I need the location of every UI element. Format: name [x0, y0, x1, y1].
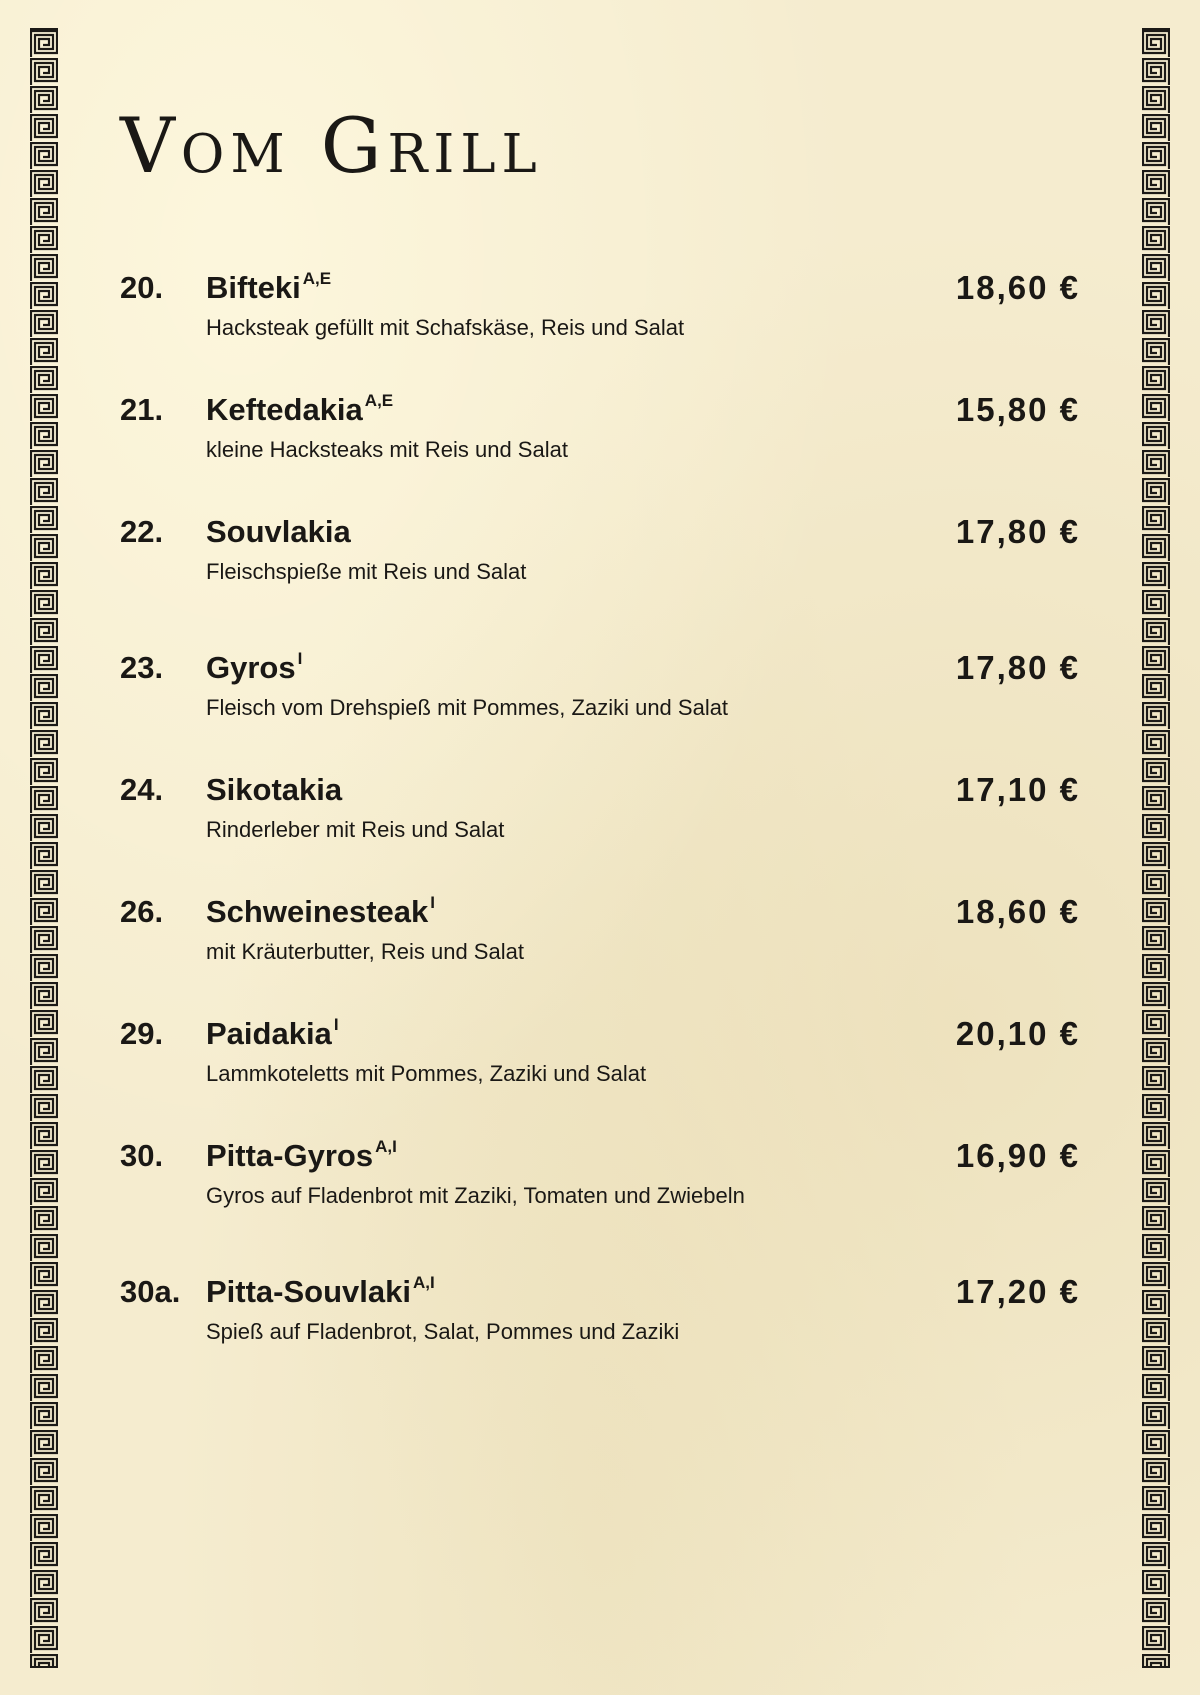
item-price: 20,10 €: [955, 1015, 1080, 1052]
item-name-wrap: [206, 892, 435, 937]
item-description: mit Kräuterbutter, Reis und Salat: [206, 939, 524, 964]
item-price: 17,80 €: [955, 513, 1080, 550]
item-description: Spieß auf Fladenbrot, Salat, Pommes und Zaziki: [206, 1319, 680, 1344]
item-name: Pitta-Gyros: [206, 1138, 374, 1173]
item-price: 18,60 €: [955, 269, 1080, 306]
item-price: 16,90 €: [955, 1137, 1080, 1174]
item-price: 15,80 €: [955, 391, 1080, 428]
item-name-wrap: [206, 1014, 339, 1059]
item-name: Sikotakia: [206, 772, 343, 807]
menu-item: [0, 648, 1200, 748]
item-number: 24.: [120, 772, 164, 807]
item-name-wrap: [206, 648, 302, 693]
menu-item: [0, 1136, 1200, 1236]
menu-item: [0, 512, 1200, 612]
item-number: 26.: [120, 894, 164, 929]
item-description: Lammkoteletts mit Pommes, Zaziki und Salat: [206, 1061, 647, 1086]
item-name: Keftedakia: [206, 392, 363, 427]
item-name: Pitta-Souvlaki: [206, 1274, 411, 1309]
item-allergens: I: [297, 649, 303, 668]
page-title: Vom Grill: [120, 101, 543, 190]
item-name: Schweinesteak: [206, 894, 429, 929]
item-description: Fleischspieße mit Reis und Salat: [206, 559, 527, 584]
menu-item: [0, 892, 1200, 992]
item-number: 21.: [120, 392, 164, 427]
item-name: Bifteki: [206, 270, 301, 305]
item-name-wrap: [206, 268, 331, 313]
item-name: Souvlakia: [206, 514, 351, 549]
item-allergens: I: [430, 893, 436, 912]
item-description: kleine Hacksteaks mit Reis und Salat: [206, 437, 568, 462]
item-name: Paidakia: [206, 1016, 332, 1051]
item-price: 17,10 €: [955, 771, 1080, 808]
item-allergens: A,E: [364, 391, 394, 410]
item-number: 30.: [120, 1138, 164, 1173]
item-allergens: I: [333, 1015, 339, 1034]
menu-item: [0, 268, 1200, 368]
item-description: Rinderleber mit Reis und Salat: [206, 817, 505, 842]
item-number: 29.: [120, 1016, 164, 1051]
item-description: Hacksteak gefüllt mit Schafskäse, Reis und Salat: [206, 315, 685, 340]
item-allergens: A,E: [302, 269, 332, 288]
menu-item: [0, 1014, 1200, 1114]
item-number: 23.: [120, 650, 164, 685]
item-number: 20.: [120, 270, 164, 305]
item-number: 22.: [120, 514, 164, 549]
item-number: 30a.: [120, 1274, 181, 1309]
menu-item: [0, 390, 1200, 490]
item-price: 18,60 €: [955, 893, 1080, 930]
item-price: 17,80 €: [955, 649, 1080, 686]
item-name-wrap: [206, 390, 393, 435]
item-description: Gyros auf Fladenbrot mit Zaziki, Tomaten und Zwiebeln: [206, 1183, 745, 1208]
item-description: Fleisch vom Drehspieß mit Pommes, Zaziki und Salat: [206, 695, 729, 720]
item-allergens: A,I: [375, 1137, 397, 1156]
item-name: Gyros: [206, 650, 296, 685]
item-name-wrap: [206, 770, 344, 815]
item-name-wrap: [206, 1136, 397, 1181]
item-name-wrap: [206, 1272, 435, 1317]
item-allergens: A,I: [413, 1273, 435, 1292]
menu-item: [0, 1272, 1200, 1372]
item-name-wrap: [206, 512, 353, 557]
menu-item: [0, 770, 1200, 870]
item-price: 17,20 €: [955, 1273, 1080, 1310]
